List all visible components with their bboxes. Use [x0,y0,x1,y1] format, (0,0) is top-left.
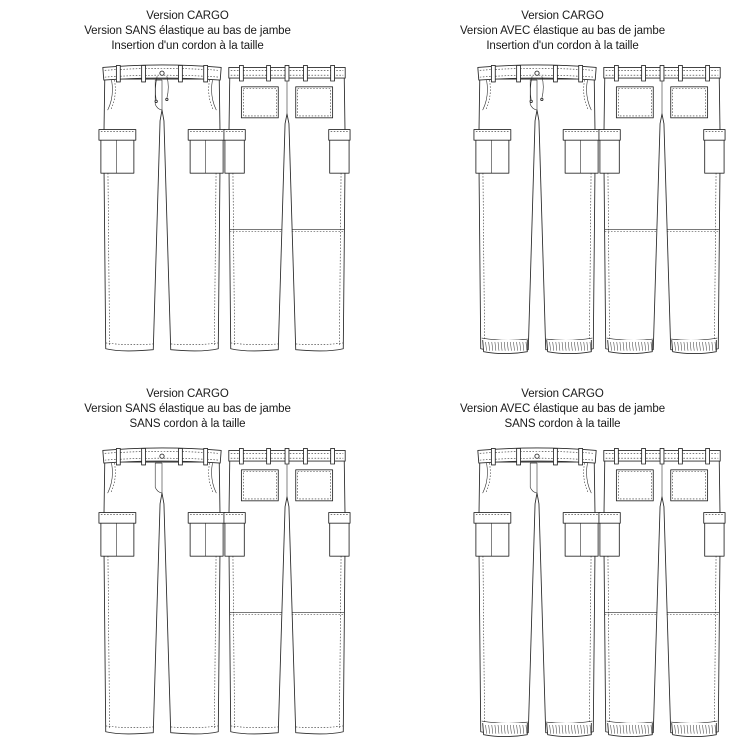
trouser-front-outline [104,79,220,351]
pocket-flap [704,130,725,141]
belt-loop [116,448,120,464]
panel-caption [375,9,750,54]
pocket-bag [225,521,244,556]
belt-loop [116,65,120,81]
belt-loop [142,65,146,81]
belt-loop [660,65,664,81]
belt-loop [517,65,521,81]
caption-title: Version CARGO [521,388,604,400]
belt-loop [553,448,557,464]
back-pocket-left [241,470,278,501]
belt-loop [660,448,664,464]
front-view-drawing [472,438,602,750]
belt-loop [285,65,289,81]
caption-leg-option: Version AVEC élastique au bas de jambe [459,25,666,37]
back-pocket-right [671,470,708,501]
pocket-flap [563,130,600,141]
front-view-drawing [472,55,602,367]
pocket-flap [599,513,620,524]
belt-loop [553,65,557,81]
caption-waist-option: SANS cordon à la taille [129,418,246,430]
belt-loop [204,448,208,464]
pocket-bag [476,521,509,556]
belt-loop [239,448,243,464]
pocket-bag [101,138,134,173]
pocket-patch [671,87,708,118]
trouser-front-outline [479,462,595,734]
panel-caption [375,387,750,432]
caption-title: Version CARGO [521,10,604,22]
pocket-flap [99,130,136,141]
belt-loop [614,65,618,81]
panel-avec-elastique-sans-cordon [375,375,750,750]
back-view-drawing [597,55,727,367]
back-view-drawing [222,438,352,750]
belt-loop [331,65,335,81]
caption-title: Version CARGO [146,10,229,22]
belt-loop [678,448,682,464]
pocket-patch [616,87,653,118]
belt-loop [303,65,307,81]
back-view [224,65,350,351]
front-view [99,448,225,734]
cargo-pocket-left [99,130,136,174]
pocket-patch [616,470,653,501]
side-cargo-pocket-left [599,513,620,557]
pocket-bag [330,521,349,556]
pocket-flap [704,513,725,524]
panel-sans-elastique-sans-cordon [0,375,375,750]
caption-waist-option: SANS cordon à la taille [504,418,621,430]
elastic-cuffs [483,723,592,737]
panel-caption [0,9,375,54]
trouser-front-outline [479,79,595,351]
back-pocket-left [241,87,278,118]
pocket-patch [671,470,708,501]
caption-waist-option: Insertion d'un cordon à la taille [486,40,639,52]
belt-loop [285,448,289,464]
panel-sans-elastique-avec-cordon [0,0,375,375]
back-view [599,65,725,353]
side-cargo-pocket-right [704,130,725,174]
caption-leg-option: Version AVEC élastique au bas de jambe [459,403,666,415]
pocket-flap [474,130,511,141]
belt-loop [706,448,710,464]
cargo-pocket-right [563,130,600,174]
belt-loop [331,448,335,464]
front-view [474,448,600,737]
belt-loop [579,65,583,81]
belt-loop [517,448,521,464]
pocket-patch [241,470,278,501]
cargo-pocket-left [99,513,136,557]
pocket-bag [600,521,619,556]
back-view-drawing [597,438,727,750]
back-view-drawing [222,55,352,367]
cargo-pocket-right [188,130,225,174]
pocket-flap [188,130,225,141]
belt-loop [678,65,682,81]
pocket-flap [99,513,136,524]
elastic-cuffs [483,340,592,354]
pocket-flap [188,513,225,524]
side-cargo-pocket-right [329,513,350,557]
side-cargo-pocket-left [599,130,620,174]
pocket-flap [599,130,620,141]
back-pocket-left [616,470,653,501]
belt-loop [267,65,271,81]
belt-loop [642,65,646,81]
back-view [224,448,350,734]
belt-loop [706,65,710,81]
side-cargo-pocket-right [704,513,725,557]
pocket-bag [705,521,724,556]
side-cargo-pocket-left [224,130,245,174]
belt-loop [267,448,271,464]
cargo-pocket-right [188,513,225,557]
pocket-patch [241,87,278,118]
pocket-patch [296,87,333,118]
side-cargo-pocket-right [329,130,350,174]
panel-caption [0,387,375,432]
pocket-flap [224,130,245,141]
elastic-cuffs [608,340,717,354]
back-pocket-right [296,87,333,118]
pocket-bag [476,138,509,173]
cargo-pocket-left [474,130,511,174]
pocket-bag [225,138,244,173]
caption-leg-option: Version SANS élastique au bas de jambe [84,25,291,37]
belt-loop [491,65,495,81]
pocket-flap [563,513,600,524]
pocket-flap [474,513,511,524]
belt-loop [204,65,208,81]
belt-loop [178,65,182,81]
pocket-flap [329,130,350,141]
panel-avec-elastique-avec-cordon [375,0,750,375]
pocket-bag [330,138,349,173]
side-cargo-pocket-left [224,513,245,557]
front-view-drawing [97,438,227,750]
back-pocket-left [616,87,653,118]
belt-loop [491,448,495,464]
pocket-bag [565,521,598,556]
cargo-pocket-right [563,513,600,557]
pocket-bag [190,521,223,556]
back-view [599,448,725,736]
elastic-cuffs [608,723,717,737]
pocket-bag [600,138,619,173]
back-pocket-right [296,470,333,501]
pocket-flap [224,513,245,524]
front-view [99,65,225,351]
pocket-patch [296,470,333,501]
pocket-bag [565,138,598,173]
belt-loop [614,448,618,464]
trouser-front-outline [104,462,220,734]
pocket-bag [705,138,724,173]
front-view [474,65,600,354]
back-pocket-right [671,87,708,118]
belt-loop [303,448,307,464]
cargo-pocket-left [474,513,511,557]
front-view-drawing [97,55,227,367]
belt-loop [142,448,146,464]
belt-loop [239,65,243,81]
belt-loop [579,448,583,464]
pocket-flap [329,513,350,524]
belt-loop [178,448,182,464]
caption-waist-option: Insertion d'un cordon à la taille [111,40,264,52]
belt-loop [642,448,646,464]
pocket-bag [190,138,223,173]
caption-title: Version CARGO [146,388,229,400]
pocket-bag [101,521,134,556]
caption-leg-option: Version SANS élastique au bas de jambe [84,403,291,415]
